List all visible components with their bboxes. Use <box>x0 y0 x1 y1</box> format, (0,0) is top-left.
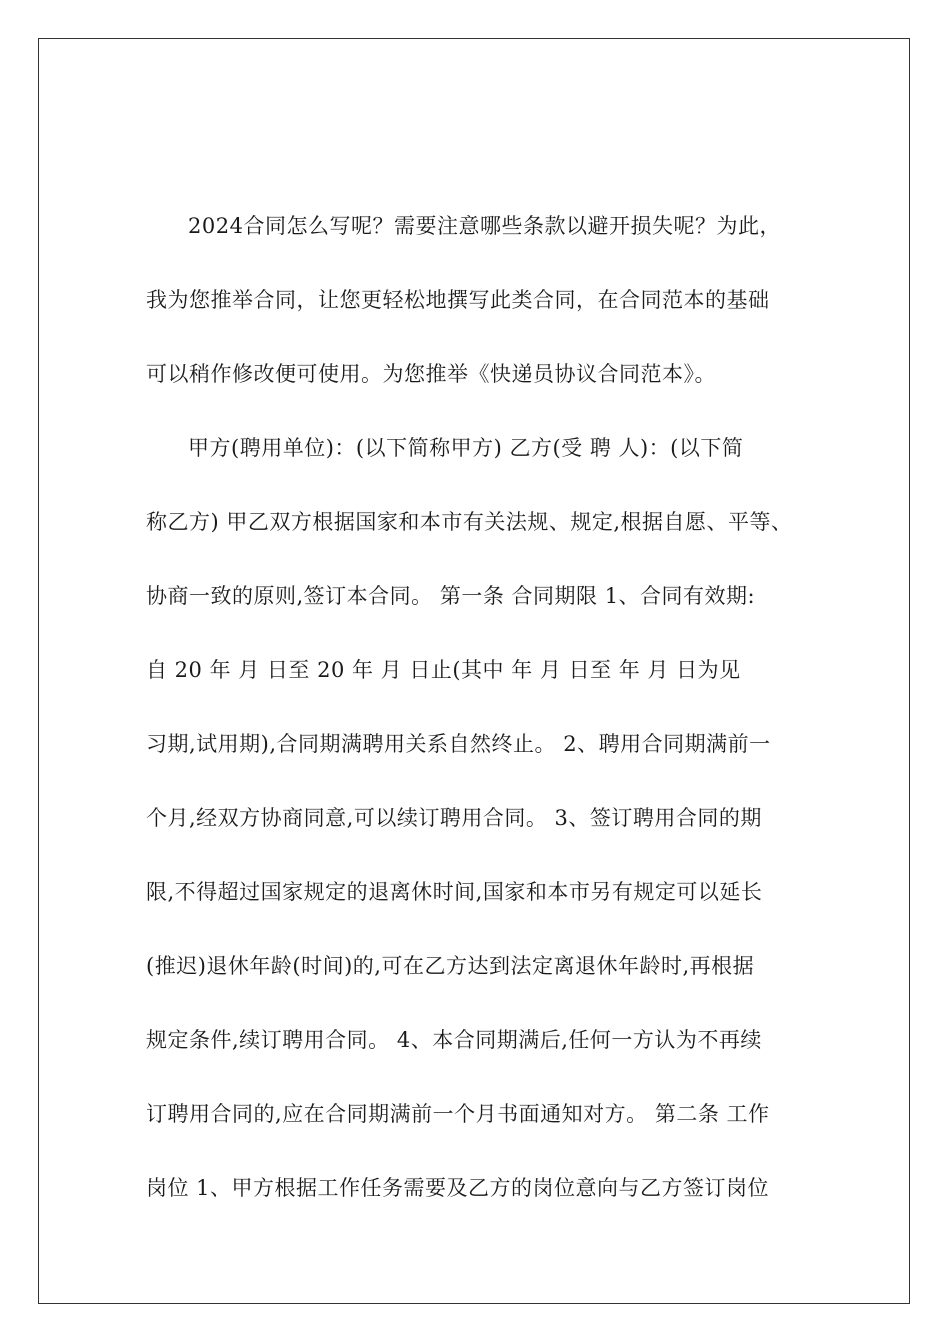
paragraph-2-line-7: 限,不得超过国家规定的退离休时间,国家和本市另有规定可以延长 <box>146 880 763 904</box>
document-body <box>146 206 826 1242</box>
paragraph-1-line-2: 我为您推举合同，让您更轻松地撰写此类合同，在合同范本的基础 <box>146 288 770 312</box>
paragraph-2-line-6: 个月,经双方协商同意,可以续订聘用合同。 3、签订聘用合同的期 <box>146 806 762 830</box>
paragraph-2-line-11: 岗位 1、甲方根据工作任务需要及乙方的岗位意向与乙方签订岗位 <box>146 1176 770 1200</box>
paragraph-2-line-9: 规定条件,续订聘用合同。 4、本合同期满后,任何一方认为不再续 <box>146 1028 762 1052</box>
paragraph-1-line-1: 2024合同怎么写呢？需要注意哪些条款以避开损失呢？为此， <box>188 214 781 238</box>
paragraph-2-line-10: 订聘用合同的,应在合同期满前一个月书面通知对方。 第二条 工作 <box>146 1102 770 1126</box>
paragraph-2-line-3: 协商一致的原则,签订本合同。 第一条 合同期限 1、合同有效期: <box>146 584 756 608</box>
paragraph-2-line-2: 称乙方) 甲乙双方根据国家和本市有关法规、规定,根据自愿、平等、 <box>146 510 793 534</box>
paragraph-1-line-3: 可以稍作修改便可使用。为您推举《快递员协议合同范本》。 <box>146 362 716 386</box>
paragraph-2-line-5: 习期,试用期),合同期满聘用关系自然终止。 2、聘用合同期满前一 <box>146 732 771 756</box>
paragraph-2-line-1: 甲方(聘用单位)：(以下简称甲方) 乙方(受 聘 人)：(以下简 <box>188 436 744 460</box>
paragraph-2-line-4: 自 20 年 月 日至 20 年 月 日止(其中 年 月 日至 年 月 日为见 <box>146 658 741 682</box>
paragraph-2-line-8: (推迟)退休年龄(时间)的,可在乙方达到法定离退休年龄时,再根据 <box>146 954 755 978</box>
